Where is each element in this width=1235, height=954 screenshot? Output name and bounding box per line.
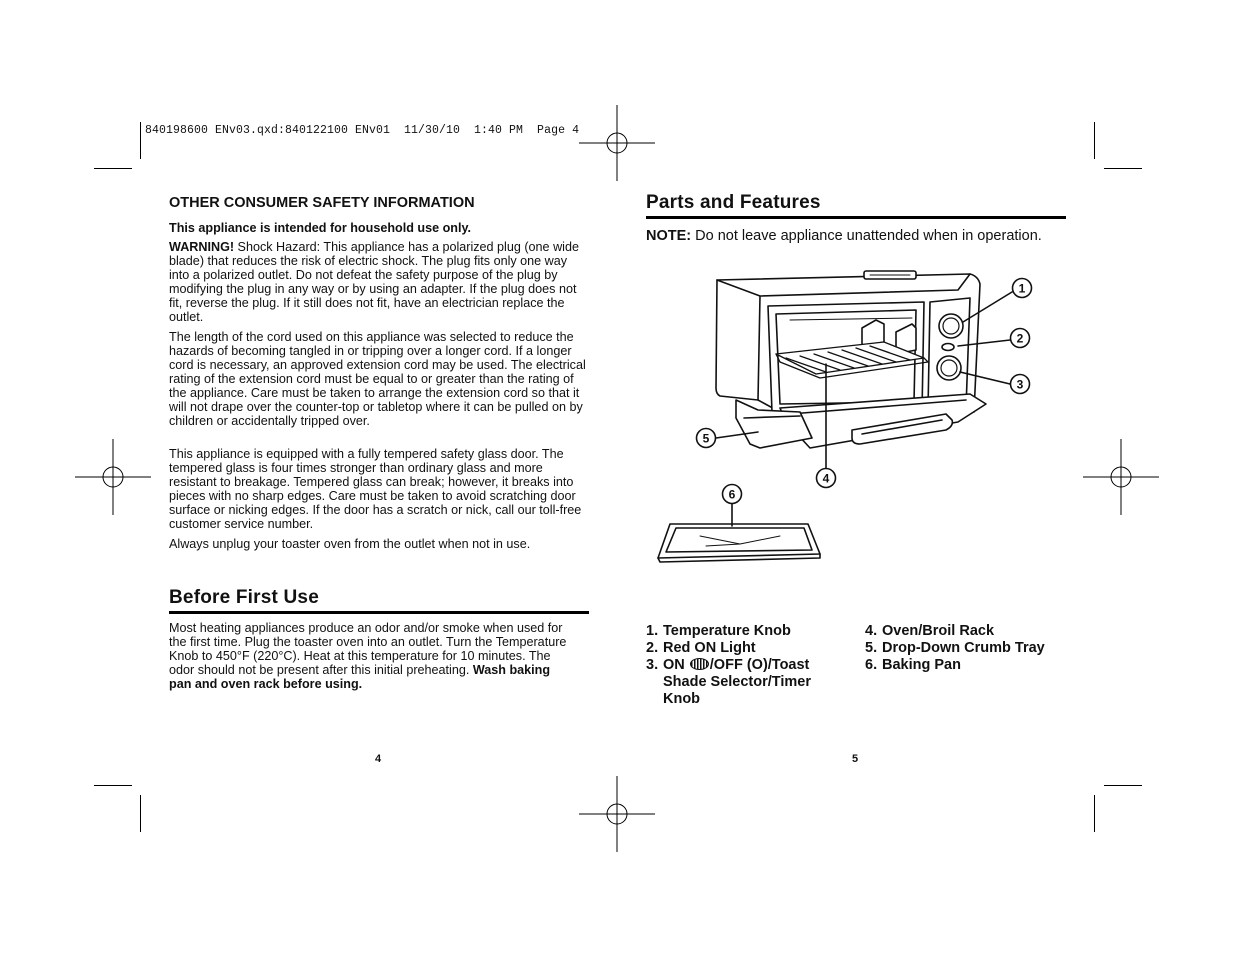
crop-mark: [94, 785, 132, 786]
callout-2-label: 2: [1016, 331, 1024, 346]
callout-3-label: 3: [1016, 377, 1024, 392]
parts-features-title: Parts and Features: [646, 192, 821, 213]
list-item: 1. Temperature Knob: [646, 623, 791, 639]
warning-paragraph: [169, 240, 589, 324]
crop-mark: [1104, 785, 1142, 786]
toaster-oven-illustration: [640, 262, 1060, 572]
crop-mark: [1104, 168, 1142, 169]
parts-list-col1: [646, 623, 846, 708]
callout-5-label: 5: [702, 431, 710, 446]
warning-text: Shock Hazard: This appliance has a polarized plug (one wide blade) that reduces the risk of electric shock. The plug fits only one way into a polarized outlet. Do not defeat the safety purpose of the plug by modifying the plug in any way or by using an adapter. If the plug does not fit, reverse the plug. If it still does not fit, have an electrician replace the outlet.: [169, 240, 579, 324]
crop-mark: [140, 795, 141, 832]
before-text: Most heating appliances produce an odor and/or smoke when used for the first time. Plug the toaster oven into an outlet. Turn the Temperature Knob to 450°F (220°C). Heat at this temperature for 10 minutes. The odor should not be present after this initial preheating.: [169, 621, 567, 677]
callout-1-label: 1: [1018, 281, 1026, 296]
note-label: NOTE:: [646, 228, 692, 244]
crop-mark: [1094, 122, 1095, 159]
section-rule: [169, 611, 589, 614]
unplug-paragraph: Always unplug your toaster oven from the outlet when not in use.: [169, 537, 531, 551]
parts-list-col2: [865, 623, 1075, 674]
registration-mark-bottom: [579, 776, 655, 852]
file-slug: 840198600 ENv03.qxd:840122100 ENv01 11/30/10 1:40 PM Page 4: [145, 124, 580, 137]
on-light: [942, 344, 954, 351]
registration-mark-right: [1083, 439, 1159, 515]
list-item: 4. Oven/Broil Rack: [865, 623, 995, 639]
page-number-right: 5: [852, 753, 859, 765]
baking-pan: [658, 524, 820, 562]
list-item: 3. ON /OFF (O)/Toast Shade Selector/Timer Knob: [646, 657, 812, 707]
before-bold: Wash baking pan and oven rack before using.: [169, 663, 551, 691]
household-note: This appliance is intended for household use only.: [169, 221, 472, 235]
note-line: [646, 228, 1042, 244]
registration-mark-left: [75, 439, 151, 515]
callout-6-label: 6: [728, 487, 736, 502]
warning-label: WARNING!: [169, 240, 235, 254]
page-number-left: 4: [375, 753, 382, 765]
list-item: 5. Drop-Down Crumb Tray: [865, 640, 1045, 656]
crop-mark: [94, 168, 132, 169]
crop-mark: [1094, 795, 1095, 832]
cord-paragraph: The length of the cord used on this appliance was selected to reduce the hazards of becoming tangled in or tripping over a longer cord. If a longer cord is necessary, an approved extension cord may be used. The electrical rating of the extension cord must be equal to or greater than the rating of the appliance. Care must be taken to arrange the extension cord so that it will not drape over the counter-top or tabletop where it can be pulled on by children or accidentally tripped over.: [169, 330, 586, 428]
list-item: 2. Red ON Light: [646, 640, 756, 656]
note-text: Do not leave appliance unattended when in operation.: [691, 228, 1042, 244]
section-rule: [646, 216, 1066, 219]
crop-mark: [140, 122, 141, 159]
before-first-use-title: Before First Use: [169, 587, 319, 608]
callout-4-label: 4: [822, 471, 830, 486]
heat-symbol-icon: [690, 658, 709, 670]
registration-mark-top: [579, 105, 655, 181]
list-item: 6. Baking Pan: [865, 657, 961, 673]
glass-paragraph: This appliance is equipped with a fully tempered safety glass door. The tempered glass is four times stronger than ordinary glass and more resistant to breakage. Tempered glass can break; however, it breaks into pieces with no sharp edges. Care must be taken to avoid scratching door surface or nicking edges. If the door has a scratch or nick, call our toll-free customer service number.: [169, 447, 582, 531]
before-first-use-paragraph: [169, 621, 574, 691]
safety-heading: OTHER CONSUMER SAFETY INFORMATION: [169, 195, 475, 211]
